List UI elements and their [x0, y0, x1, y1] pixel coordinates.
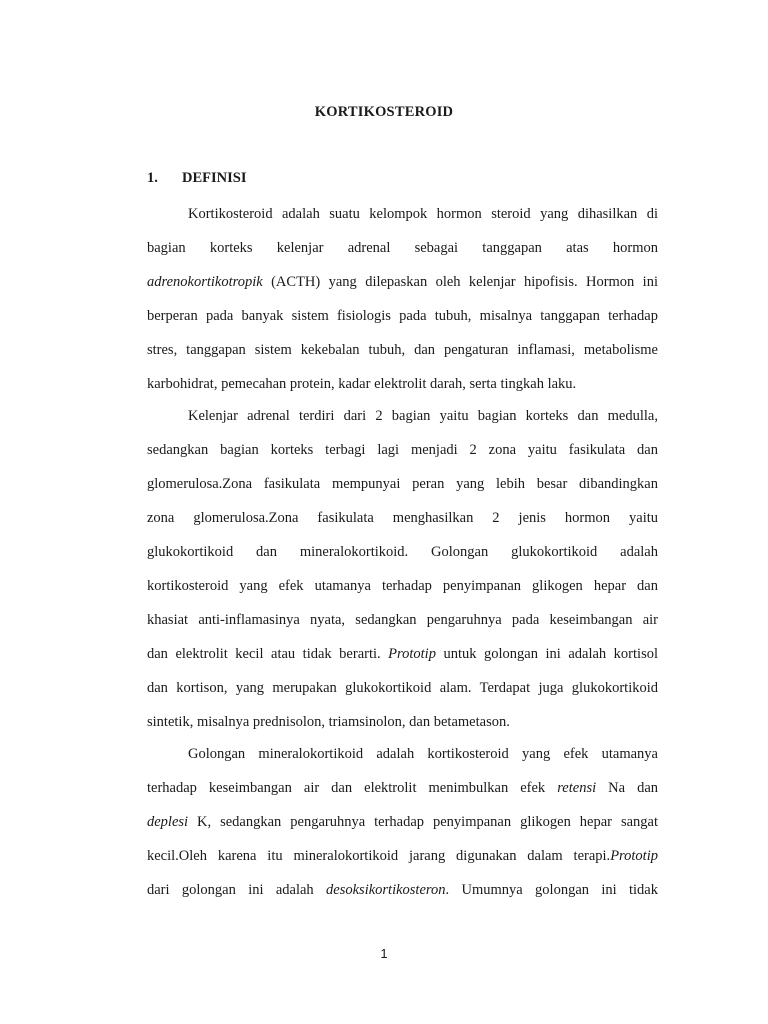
text-line: kortikosteroid yang efek utamanya terhadap penyimpanan glikogen hepar dan	[147, 578, 658, 594]
italic-term: deplesi	[147, 814, 189, 830]
text-line: deplesi K, sedangkan pengaruhnya terhadap penyimpanan glikogen hepar sangat	[147, 814, 658, 830]
text-line: kecil.Oleh karena itu mineralokortikoid jarang digunakan dalam terapi.Prototip	[147, 848, 658, 864]
text-line: bagian korteks kelenjar adrenal sebagai tanggapan atas hormon	[147, 240, 658, 256]
text-line: terhadap keseimbangan air dan elektrolit menimbulkan efek retensi Na dan	[147, 780, 659, 796]
text-line: stres, tanggapan sistem kekebalan tubuh, dan pengaturan inflamasi, metabolisme	[147, 342, 658, 358]
italic-term: Prototip	[388, 646, 436, 662]
text-line: berperan pada banyak sistem fisiologis pada tubuh, misalnya tanggapan terhadap	[147, 308, 658, 324]
text-line: glomerulosa.Zona fasikulata mempunyai peran yang lebih besar dibandingkan	[147, 476, 658, 492]
text-line: dan elektrolit kecil atau tidak berarti. Prototip untuk golongan ini adalah kortisol	[147, 646, 658, 662]
text-line: zona glomerulosa.Zona fasikulata menghasilkan 2 jenis hormon yaitu	[147, 510, 658, 526]
italic-term: adrenokortikotropik	[147, 274, 263, 290]
text-line: karbohidrat, pemecahan protein, kadar elektrolit darah, serta tingkah laku.	[147, 376, 577, 392]
text-line: Kortikosteroid adalah suatu kelompok hormon steroid yang dihasilkan di	[188, 206, 658, 222]
text-line: Golongan mineralokortikoid adalah kortikosteroid yang efek utamanya	[188, 746, 658, 762]
text-line: glukokortikoid dan mineralokortikoid. Golongan glukokortikoid adalah	[147, 544, 658, 560]
italic-term: Prototip	[610, 848, 658, 864]
text-line: khasiat anti-inflamasinya nyata, sedangkan pengaruhnya pada keseimbangan air	[147, 612, 658, 628]
text-line: adrenokortikotropik (ACTH) yang dilepaskan oleh kelenjar hipofisis. Hormon ini	[147, 274, 658, 290]
italic-term: retensi	[557, 780, 597, 796]
section-number: 1.	[147, 170, 158, 186]
section-heading	[147, 170, 246, 187]
text-line: dari golongan ini adalah desoksikortikosteron. Umumnya golongan ini tidak	[147, 882, 658, 898]
section-title: DEFINISI	[182, 170, 247, 186]
text-line: sedangkan bagian korteks terbagi lagi menjadi 2 zona yaitu fasikulata dan	[147, 442, 658, 458]
document-title: KORTIKOSTEROID	[314, 104, 454, 120]
text-line: Kelenjar adrenal terdiri dari 2 bagian yaitu bagian korteks dan medulla,	[188, 408, 658, 424]
page-number: 1	[380, 946, 388, 961]
italic-term: desoksikortikosteron	[326, 882, 446, 898]
text-line: dan kortison, yang merupakan glukokortikoid alam. Terdapat juga glukokortikoid	[147, 680, 658, 696]
text-line: sintetik, misalnya prednisolon, triamsinolon, dan betametason.	[147, 714, 510, 730]
